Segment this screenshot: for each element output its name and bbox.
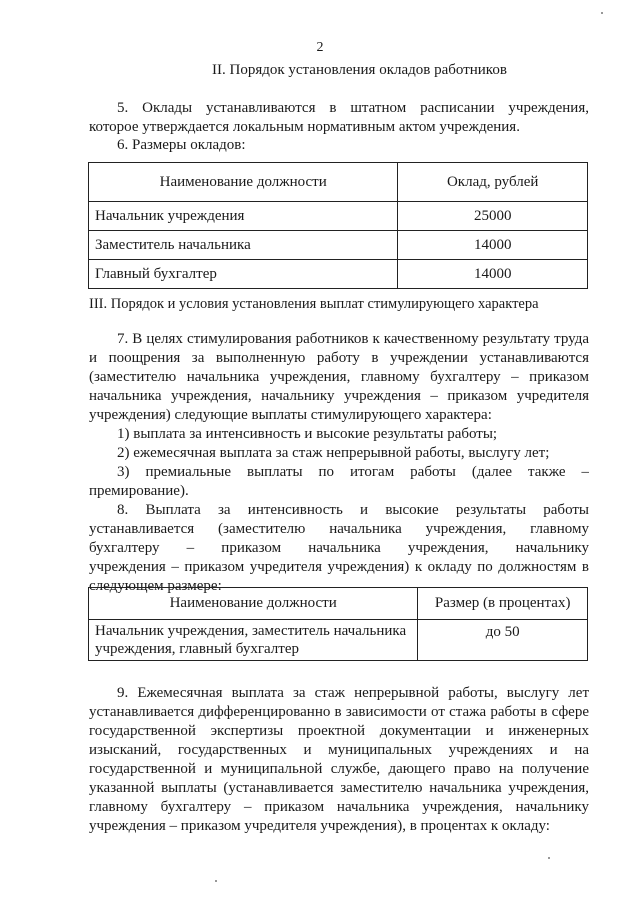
table-cell: 25000 — [398, 202, 588, 231]
list-item: 1) выплата за интенсивность и высокие результаты работы; — [117, 426, 498, 442]
scan-speck — [215, 880, 217, 882]
paragraph-8-line: следующем размере: — [89, 578, 222, 594]
bonus-table — [88, 587, 588, 661]
table-header-cell: Оклад, рублей — [398, 163, 588, 202]
table-cell: 14000 — [398, 260, 588, 289]
scan-speck — [548, 857, 550, 859]
table-header-cell: Размер (в процентах) — [418, 588, 588, 620]
table-row — [89, 231, 588, 260]
salary-table — [88, 162, 588, 289]
table-cell: Начальник учреждения, заместитель начальника учреждения, главный бухгалтер — [89, 620, 418, 661]
paragraph-7-line: начальника учреждения, начальнику учреждения – приказом учредителя — [89, 388, 589, 404]
paragraph-9-line: 9. Ежемесячная выплата за стаж непрерывной работы, выслугу лет — [117, 685, 589, 701]
table-header-row — [89, 163, 588, 202]
paragraph-7-line: (заместителю начальника учреждения, главному бухгалтеру – приказом — [89, 369, 589, 385]
list-item: 2) ежемесячная выплата за стаж непрерывной работы, выслугу лет; — [117, 445, 550, 461]
payments-list — [89, 425, 589, 501]
table-header-cell: Наименование должности — [89, 588, 418, 620]
paragraph-7 — [89, 330, 589, 425]
paragraph-9 — [89, 684, 589, 836]
paragraph-7-line: 7. В целях стимулирования работников к качественному результату труда — [117, 331, 589, 347]
paragraph-8-line: бухгалтеру – приказом начальника учреждения, начальнику — [89, 540, 589, 556]
section-3-title: III. Порядок и условия установления выплат стимулирующего характера — [89, 296, 539, 312]
table-row — [89, 202, 588, 231]
paragraph-9-line: государственной экспертизы проектной документации и инженерных — [89, 723, 589, 739]
table-header-cell: Наименование должности — [89, 163, 398, 202]
scan-speck — [601, 12, 603, 14]
section-2-title: II. Порядок установления окладов работников — [212, 62, 507, 78]
table-cell: Главный бухгалтер — [89, 260, 398, 289]
paragraph-9-line: государственной и муниципальной службе, дающего право на получение — [89, 761, 589, 777]
paragraph-9-line: указанной выплаты (устанавливается заместителю начальника учреждения, — [89, 780, 589, 796]
paragraph-8-line: 8. Выплата за интенсивность и высокие результаты работы — [117, 502, 589, 518]
paragraph-9-line: изысканий, государственных и муниципальных учреждениях и на — [89, 742, 589, 758]
table-cell: 14000 — [398, 231, 588, 260]
table-cell: до 50 — [418, 620, 588, 661]
table-header-row — [89, 588, 588, 620]
paragraph-6: 6. Размеры окладов: — [117, 137, 246, 153]
paragraph-9-line: учреждения – приказом учредителя учреждения), в процентах к окладу: — [89, 818, 550, 834]
table-cell: Начальник учреждения — [89, 202, 398, 231]
paragraph-8-line: учреждения – приказом учредителя учреждения) к окладу по должностям в — [89, 559, 589, 575]
list-item: 3) премиальные выплаты по итогам работы (далее также – — [117, 464, 589, 480]
paragraph-5 — [89, 99, 589, 137]
page-number: 2 — [316, 40, 324, 55]
paragraph-8-line: устанавливается (заместителю начальника учреждения, главному — [89, 521, 589, 537]
paragraph-9-line: главному бухгалтеру – приказом начальника учреждения, начальнику — [89, 799, 589, 815]
list-item: премирование). — [89, 483, 189, 499]
paragraph-8 — [89, 501, 589, 596]
paragraph-5-line: которое утверждается локальным нормативным актом учреждения. — [89, 119, 520, 135]
paragraph-7-line: и поощрения за выполненную работу в учреждении устанавливаются — [89, 350, 589, 366]
paragraph-7-line: учреждения) следующие выплаты стимулирующего характера: — [89, 407, 492, 423]
table-row — [89, 260, 588, 289]
table-cell: Заместитель начальника — [89, 231, 398, 260]
paragraph-9-line: устанавливается дифференцированно в зависимости от стажа работы в сфере — [89, 704, 589, 720]
table-row — [89, 620, 588, 661]
paragraph-5-line: 5. Оклады устанавливаются в штатном расписании учреждения, — [117, 100, 589, 116]
